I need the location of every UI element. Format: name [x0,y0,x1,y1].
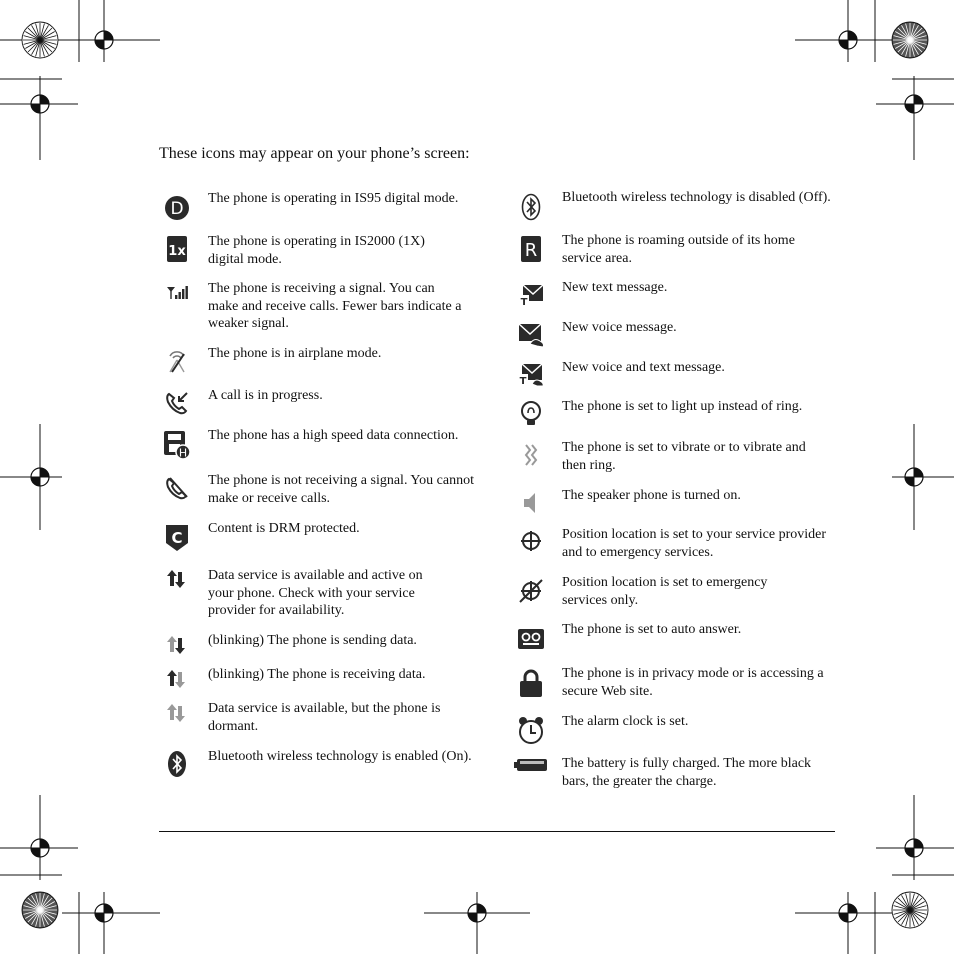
svg-text:D: D [170,199,184,219]
svg-text:R: R [524,240,538,261]
new-voice-and-text-message-icon [514,359,548,391]
new-voice-message-icon [514,319,548,351]
speakerphone-icon [514,487,548,519]
call-in-progress-icon [160,387,194,419]
list-item-text: (blinking) The phone is sending data. [208,633,417,648]
alarm-clock-icon [514,715,548,747]
list-item-text: New voice and text message. [562,360,725,375]
list-item-text: The phone is receiving a signal. You can make and receive calls. Fewer bars indicate a weaker signal. [208,281,462,331]
drm-protected-icon [160,522,194,554]
page-intro-text: These icons may appear on your phone’s screen: [159,145,470,162]
digital-mode-1x-icon [160,233,194,265]
bluetooth-off-icon [514,191,548,223]
roaming-icon [514,233,548,265]
list-item-text: Position location is set to emergency services only. [562,575,768,608]
no-signal-icon [160,472,194,504]
list-item-text: The phone is roaming outside of its home service area. [562,233,795,266]
data-sending-icon [160,629,194,661]
list-item-text: The phone has a high speed data connection. [208,428,459,443]
list-item-text: The phone is set to vibrate or to vibrate and then ring. [562,440,806,473]
list-item-text: Data service is available, but the phone is dormant. [208,701,441,734]
svg-text:T: T [519,376,527,387]
list-item-text: The phone is operating in IS95 digital mode. [208,191,459,206]
svg-text:1x: 1x [168,244,186,259]
data-receiving-icon [160,663,194,695]
list-item-text: New text message. [562,280,668,295]
svg-text:T: T [520,297,528,307]
battery-icon [514,749,548,781]
svg-text:H: H [178,446,188,460]
list-item-text: The phone is set to light up instead of ring. [562,399,803,414]
list-item-text: (blinking) The phone is receiving data. [208,667,426,682]
list-item-text: Data service is available and active on your phone. Check with your service provider for availability. [208,568,423,618]
data-active-icon [160,563,194,595]
list-item-text: Position location is set to your service provider and to emergency services. [562,527,827,560]
list-item-text: Bluetooth wireless technology is disabled (Off). [562,190,831,205]
footer-rule [159,831,835,832]
list-item-text: The alarm clock is set. [562,714,689,729]
list-item-text: A call is in progress. [208,388,323,403]
list-item-text: The speaker phone is turned on. [562,488,741,503]
list-item-text: The phone is operating in IS2000 (1X) digital mode. [208,234,425,267]
bluetooth-on-icon [160,748,194,780]
privacy-lock-icon [514,667,548,699]
list-item-text: Content is DRM protected. [208,521,360,536]
light-up-icon [514,398,548,430]
new-text-message-icon [514,279,548,311]
list-item-text: The phone is in privacy mode or is accessing a secure Web site. [562,666,824,699]
auto-answer-icon [514,623,548,655]
airplane-mode-icon [160,345,194,377]
digital-mode-d-icon [160,192,194,224]
list-item-text: The battery is fully charged. The more black bars, the greater the charge. [562,756,812,789]
list-item-text: The phone is not receiving a signal. You cannot make or receive calls. [208,473,474,506]
data-dormant-icon [160,697,194,729]
list-item-text: The phone is set to auto answer. [562,622,742,637]
location-emergency-only-icon [514,575,548,607]
high-speed-data-icon [160,429,194,461]
list-item-text: The phone is in airplane mode. [208,346,382,361]
signal-strength-icon [160,276,194,308]
vibrate-icon [514,439,548,471]
location-on-icon [514,525,548,557]
svg-text:C: C [171,529,183,547]
list-item-text: Bluetooth wireless technology is enabled (On). [208,749,472,764]
list-item-text: New voice message. [562,320,677,335]
